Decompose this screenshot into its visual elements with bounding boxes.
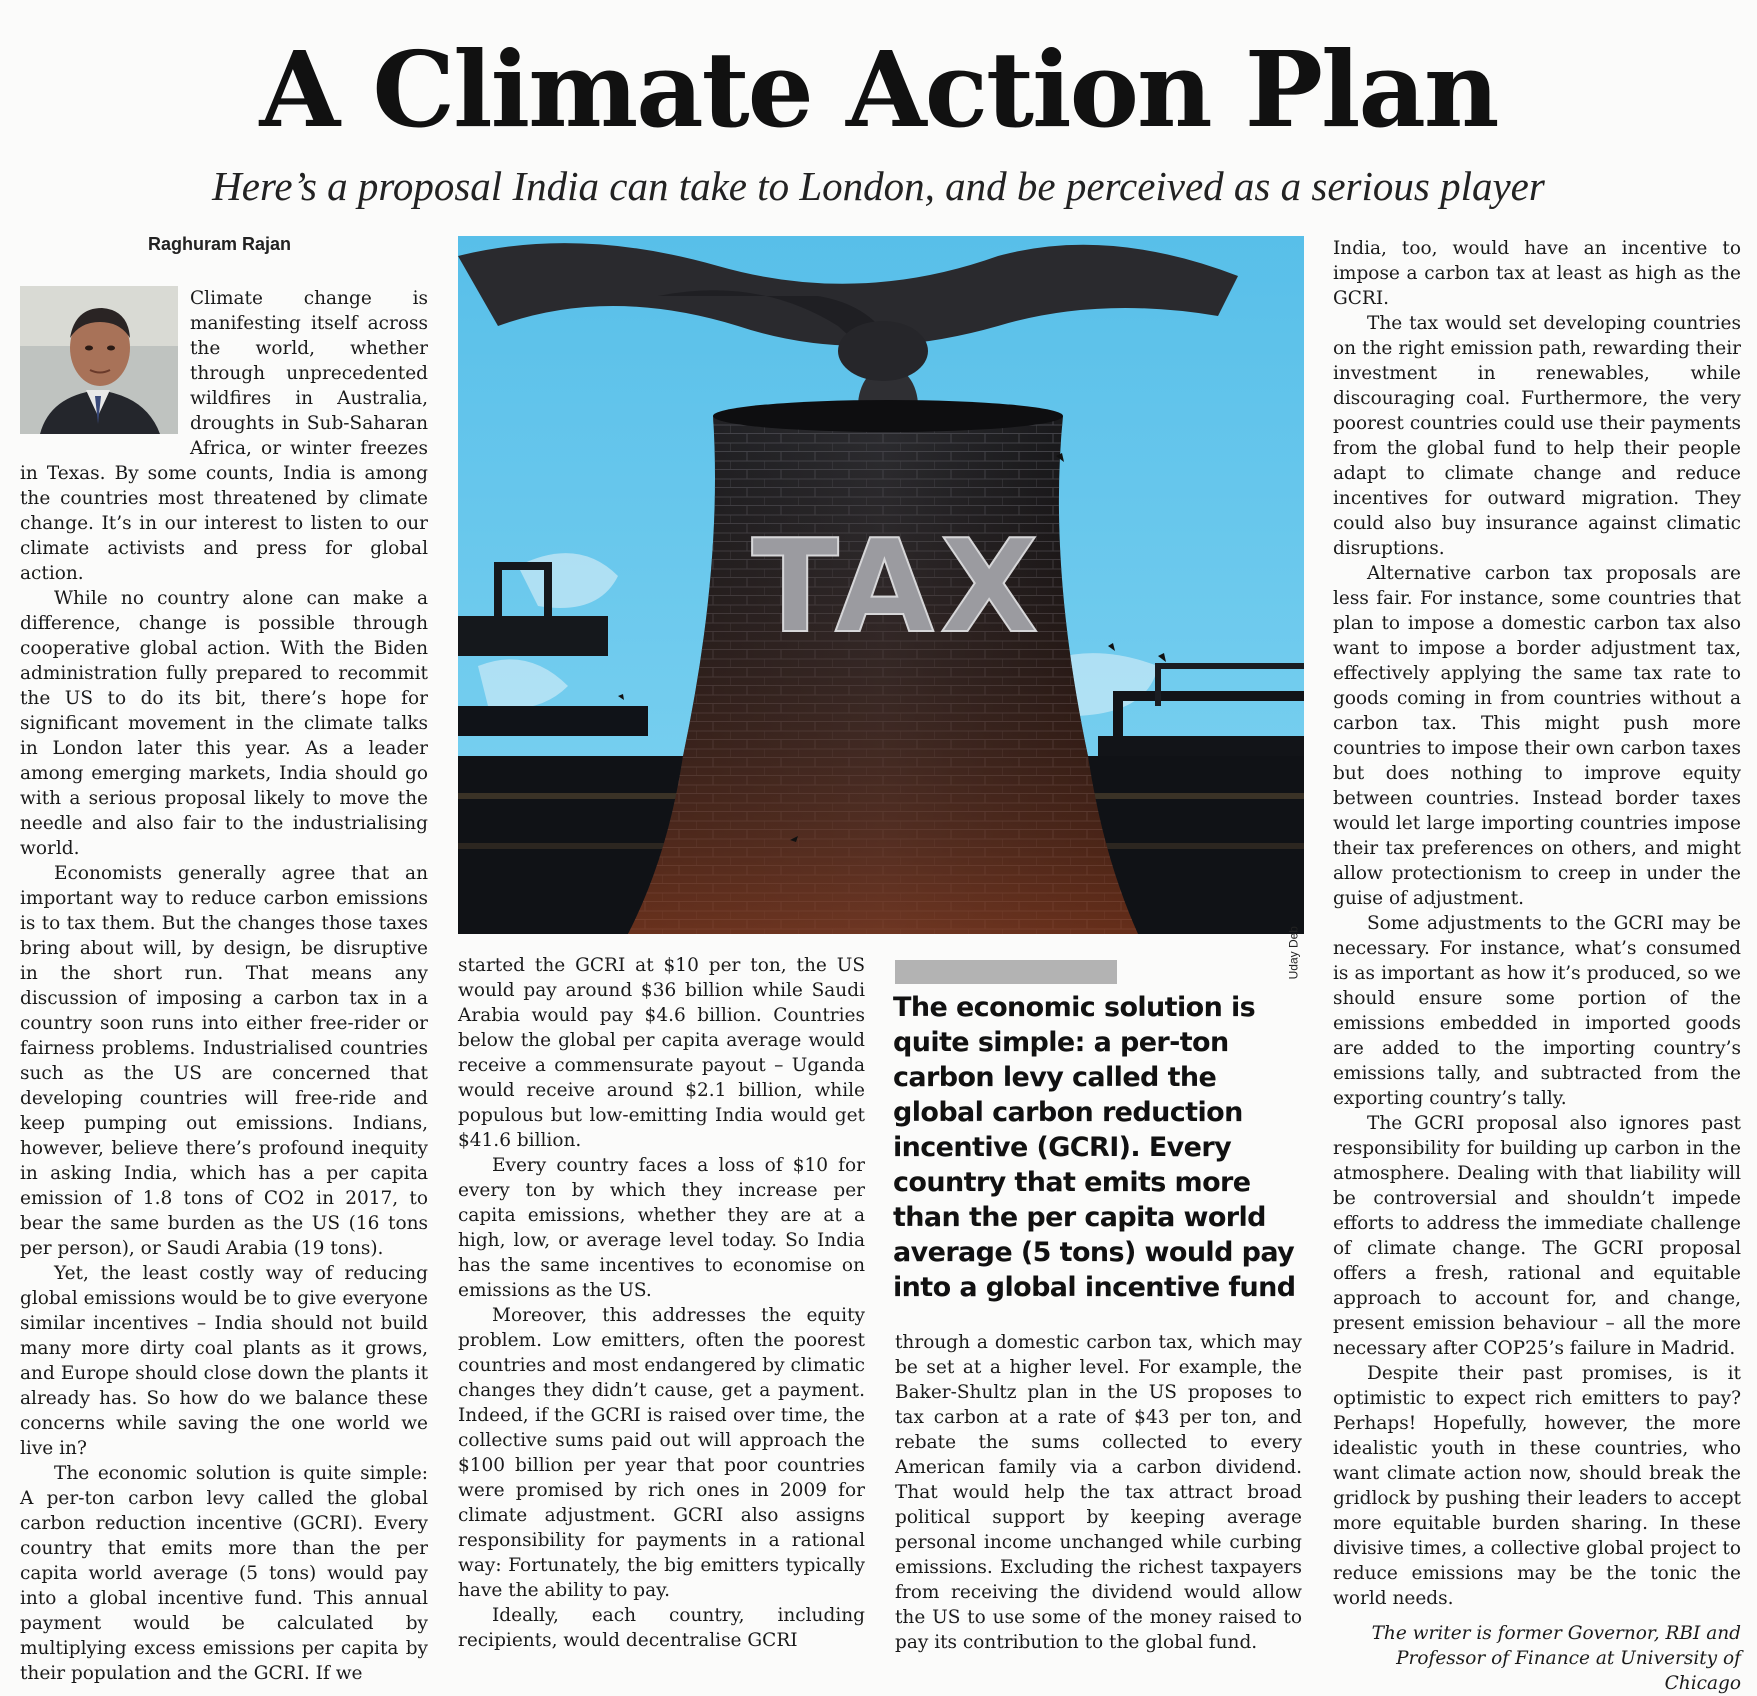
byline: Raghuram Rajan — [148, 234, 292, 254]
illustration-credit: Uday Deb — [1286, 926, 1300, 980]
deck-subheadline: Here’s a proposal India can take to London, and be perceived as a serious player — [212, 163, 1545, 209]
tax-sign: TAX — [751, 513, 1045, 662]
pull-quote: The economic solution is quite simple: a per-ton carbon levy called the global carbon reduction incentive (GCRI). Every country that emits more than the per capita world average (5 tons) would pay into a global incentive fund — [893, 992, 1296, 1303]
pull-quote-bar — [895, 960, 1117, 984]
article-column-4: India, too, would have an incentive to impose a carbon tax at least as high as the GCRI. The tax would set developing countries on the right emission path, rewarding their investment in renewables, while discouraging coal. Furthermore, the very poorest countries could use their payments from the global fund to help their people adapt to climate change and reduce incentives for outward migration. They could also buy insurance against climatic disruptions. Alternative carbon tax proposals are less fair. For instance, some countries that plan to impose a domestic carbon tax also want to impose a border adjustment tax, effectively applying the same tax rate to goods coming in from countries without a carbon tax. This might push more countries to impose their own carbon taxes but does nothing to improve equity between countries. Instead border taxes would let large importing countries impose their tax preferences on others, and might allow protectionism to creep in under the guise of adjustment. Some adjustments to the GCRI may be necessary. For instance, what’s consumed is as important as how it’s produced, so we should ensure some portion of the emissions embedded in imported goods are added to the importing country’s emissions tally, and subtracted from the exporting country’s tally. The GCRI proposal also ignores past responsibility for building up carbon in the atmosphere. Dealing with that liability will be controversial and shouldn’t impede efforts to address the immediate challenge of climate change. The GCRI proposal offers a fresh, rational and equitable approach to account for, and change, present emission behaviour – all the more necessary after COP25’s failure in Madrid. Despite their past promises, is it optimistic to expect rich emitters to pay? Perhaps! Hopefully, however, the more idealistic youth in these countries, who want climate action now, should break the gridlock by pushing their leaders to accept more equitable burden sharing. In these divisive times, a collective global project to reduce emissions may be the tonic the world needs. The writer is former Governor, RBI and Professor of Finance at University of Chicago — [1333, 238, 1741, 1694]
author-portrait — [20, 286, 178, 434]
illustration-tax-chimney — [458, 236, 1304, 980]
article-column-3: through a domestic carbon tax, which may be set at a higher level. For example, the Baker-Shultz plan in the US proposes to tax carbon at a rate of $43 per ton, and rebate the sums collected to every American family via a carbon dividend. That would help the tax attract broad political support by keeping average personal income unchanged while curbing emissions. Excluding the richest taxpayers from receiving the dividend would allow the US to use some of the money raised to pay its contribution to the global fund. — [895, 1332, 1302, 1653]
headline: A Climate Action Plan — [259, 28, 1498, 151]
article-column-2: started the GCRI at $10 per ton, the US would pay around $36 billion while Saudi Arabia would pay $4.6 billion. Countries below the global per capita average would receive a commensurate payout – Uganda would receive around $2.1 billion, while populous but low-emitting India would get $41.6 billion. Every country faces a loss of $10 for every ton by which they increase per capita emissions, whether they are at a high, low, or average level today. So India has the same incentives to economise on emissions as the US. Moreover, this addresses the equity problem. Low emitters, often the poorest countries and most endangered by climatic changes they didn’t cause, get a payment. Indeed, if the GCRI is raised over time, the collective sums paid out will approach the $100 billion per year that poor countries were promised by rich ones in 2009 for climate adjustment. GCRI also assigns responsibility for payments in a rational way: Fortunately, the big emitters typically have the ability to pay. Ideally, each country, including recipients, would decentralise GCRI — [458, 955, 865, 1651]
author-note: The writer is former Governor, RBI and Professor of Finance at University of Chicago — [1371, 1623, 1741, 1694]
article-column-1: Climate change is manifesting itself across the world, whether through unprecedented wildfires in Australia, droughts in Sub-Saharan Africa, or winter freezes in Texas. By some counts, India is among the countries most threatened by climate change. It’s in our interest to listen to our climate activists and press for global action. While no country alone can make a difference, change is possible through cooperative global action. With the Biden administration fully prepared to recommit the US to do its bit, there’s hope for significant movement in the climate talks in London later this year. As a leader among emerging markets, India should go with a serious proposal likely to move the needle and also fair to the industrialising world. Economists generally agree that an important way to reduce carbon emissions is to tax them. But the changes those taxes bring about will, by design, be disruptive in the short run. That means any discussion of imposing a carbon tax in a country soon runs into either free-rider or fairness problems. Industrialised countries such as the US are concerned that developing countries will free-ride and keep pumping out emissions. Indians, however, believe there’s profound inequity in asking India, which has a per capita emission of 1.8 tons of CO2 in 2017, to bear the same burden as the US (16 tons per person), or Saudi Arabia (19 tons). Yet, the least costly way of reducing global emissions would be to give everyone similar incentives – India should not build many more dirty coal plants as it grows, and Europe should close down the plants it already has. So how do we balance these concerns while saving the one world we live in? The economic solution is quite simple: A per-ton carbon levy called the global carbon reduction incentive (GCRI). Every country that emits more than the per capita world average (5 tons) would pay into a global incentive fund. This annual payment would be calculated by multiplying excess emissions per capita by their population and the GCRI. If we — [20, 288, 428, 1684]
